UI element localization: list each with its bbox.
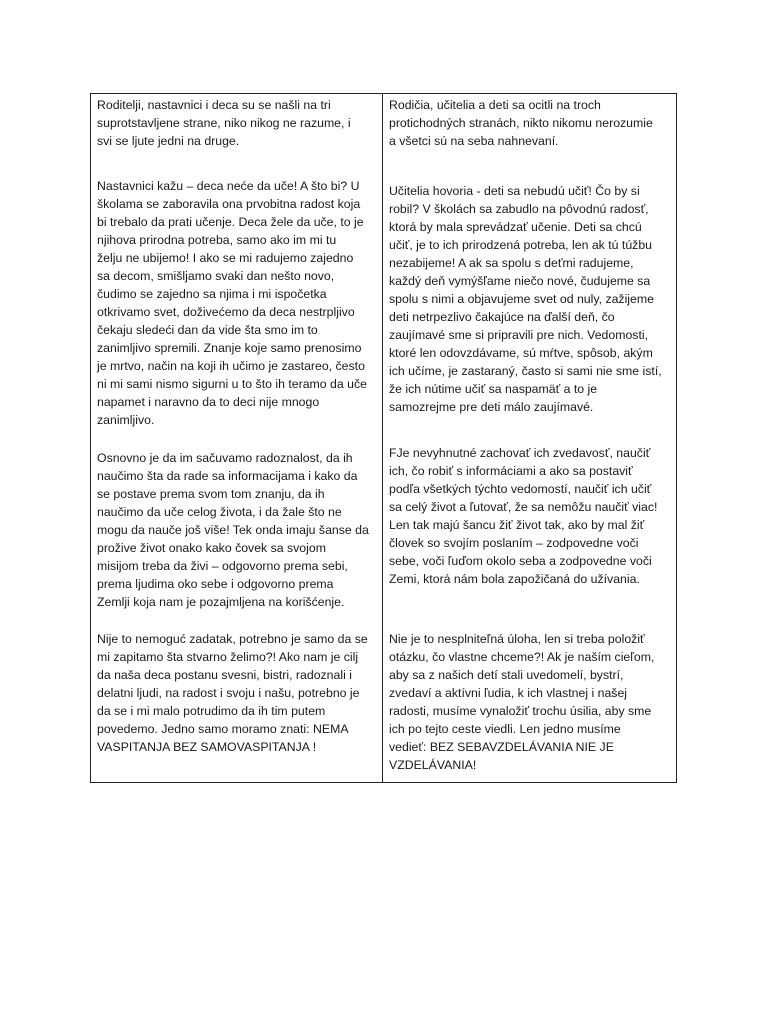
left-paragraph-2: Nastavnici kažu – deca neće da uče! A što bi? U školama se zaboravila ona prvobitna radost koja bi trebalo da prati učenje. Deca žele da uče, to je njihova prirodna potreba, samo ako im mi tu želju ne ubijemo! I ako se mi radujemo zajedno sa decom, smišljamo svaki dan nešto novo, čudimo se zajedno sa njima i mi ispočetka otkrivamo svet, doživećemo da deca nestrpljivo čekaju sledeći dan da vide šta smo im to zanimljivo spremili. Znanje koje samo prenosimo je mrtvo, način na koji ih učimo je zastareo, često ni mi sami nismo sigurni u to što ih teramo da uče napamet i naravno da to deci nije mnogo zanimljivo. bbox=[97, 179, 367, 427]
bilingual-text-table bbox=[90, 93, 677, 783]
left-paragraph-4: Nije to nemoguć zadatak, potrebno je samo da se mi zapitamo šta stvarno želimo?! Ako nam je cilj da naša deca postanu svesni, bistri, radoznali i delatni ljudi, na radost i svoju i našu, potrebno je da se i mi malo potrudimo da ih tim putem povedemo. Jedno samo moramo znati: NEMA VASPITANJA BEZ SAMOVASPITANJA ! bbox=[97, 632, 368, 754]
right-paragraph-1: Rodičia, učitelia a deti sa ocitli na troch protichodných stranách, nikto nikomu nerozumie a všetci sú na seba nahnevaní. bbox=[389, 98, 653, 148]
left-paragraph-1: Roditelji, nastavnici i deca su se našli na tri suprotstavljene strane, niko nikog ne razume, i svi se ljute jedni na druge. bbox=[97, 98, 351, 148]
right-paragraph-4: Nie je to nesplniteľná úloha, len si treba položiť otázku, čo vlastne chceme?! Ak je naším cieľom, aby sa z našich detí stali uvedomelí, bystrí, zvedaví a aktívni ľudia, k ich vlastnej i našej radosti, musíme vynaložiť trochu úsilia, aby sme ich po tejto ceste viedli. Len jedno musíme vedieť: BEZ SEBAVZDELÁVANIA NIE JE VZDELÁVANIA! bbox=[389, 632, 655, 772]
left-paragraph-3: Osnovno je da im sačuvamo radoznalost, da ih naučimo šta da rade sa informacijama i kako da se postave prema svom tom znanju, da ih naučimo da uče celog života, i da žale što ne mogu da nauče još više! Tek onda imaju šanse da proživе život onako kako čovek sa svojom misijom treba da živi – odgovorno prema sebi, prema ljudima oko sebe i odgovorno prema Zemlji koja nam je pozajmljena na korišćenje. bbox=[97, 451, 369, 609]
right-paragraph-3: FJe nevyhnutné zachovať ich zvedavosť, naučiť ich, čo robiť s informáciami a ako sa postaviť podľa všetkých týchto vedomostí, naučiť ich učiť sa celý život a ľutovať, že sa nemôžu naučiť viac! Len tak majú šancu žiť život tak, ako by mal žiť človek so svojím poslaním – zodpovedne voči sebe, voči ľuďom okolo seba a zodpovedne voči Zemi, ktorá nám bola zapožičaná do užívania. bbox=[389, 446, 658, 586]
column-divider bbox=[382, 94, 383, 782]
right-paragraph-2: Učitelia hovoria - deti sa nebudú učiť! Čo by si robil? V školách sa zabudlo na pôvodnú radosť, ktorá by mala sprevádzať učenie. Deti sa chcú učiť, je to ich prirodzená potreba, len ak tú túžbu nezabijeme! A ak sa spolu s deťmi radujeme, každý deň vymýšľame niečo nové, čudujeme sa spolu s nimi a objavujeme svet od nuly, zažijeme deti netrpezlivo čakajúce na ďalší deň, čo zaujímavé sme si pripravili pre nich. Vedomosti, ktoré len odovzdávame, sú mŕtve, spôsob, akým ich učíme, je zastaraný, často si sami nie sme istí, že ich nútime učiť sa naspamäť a to je samozrejme pre deti málo zaujímavé. bbox=[389, 184, 662, 414]
